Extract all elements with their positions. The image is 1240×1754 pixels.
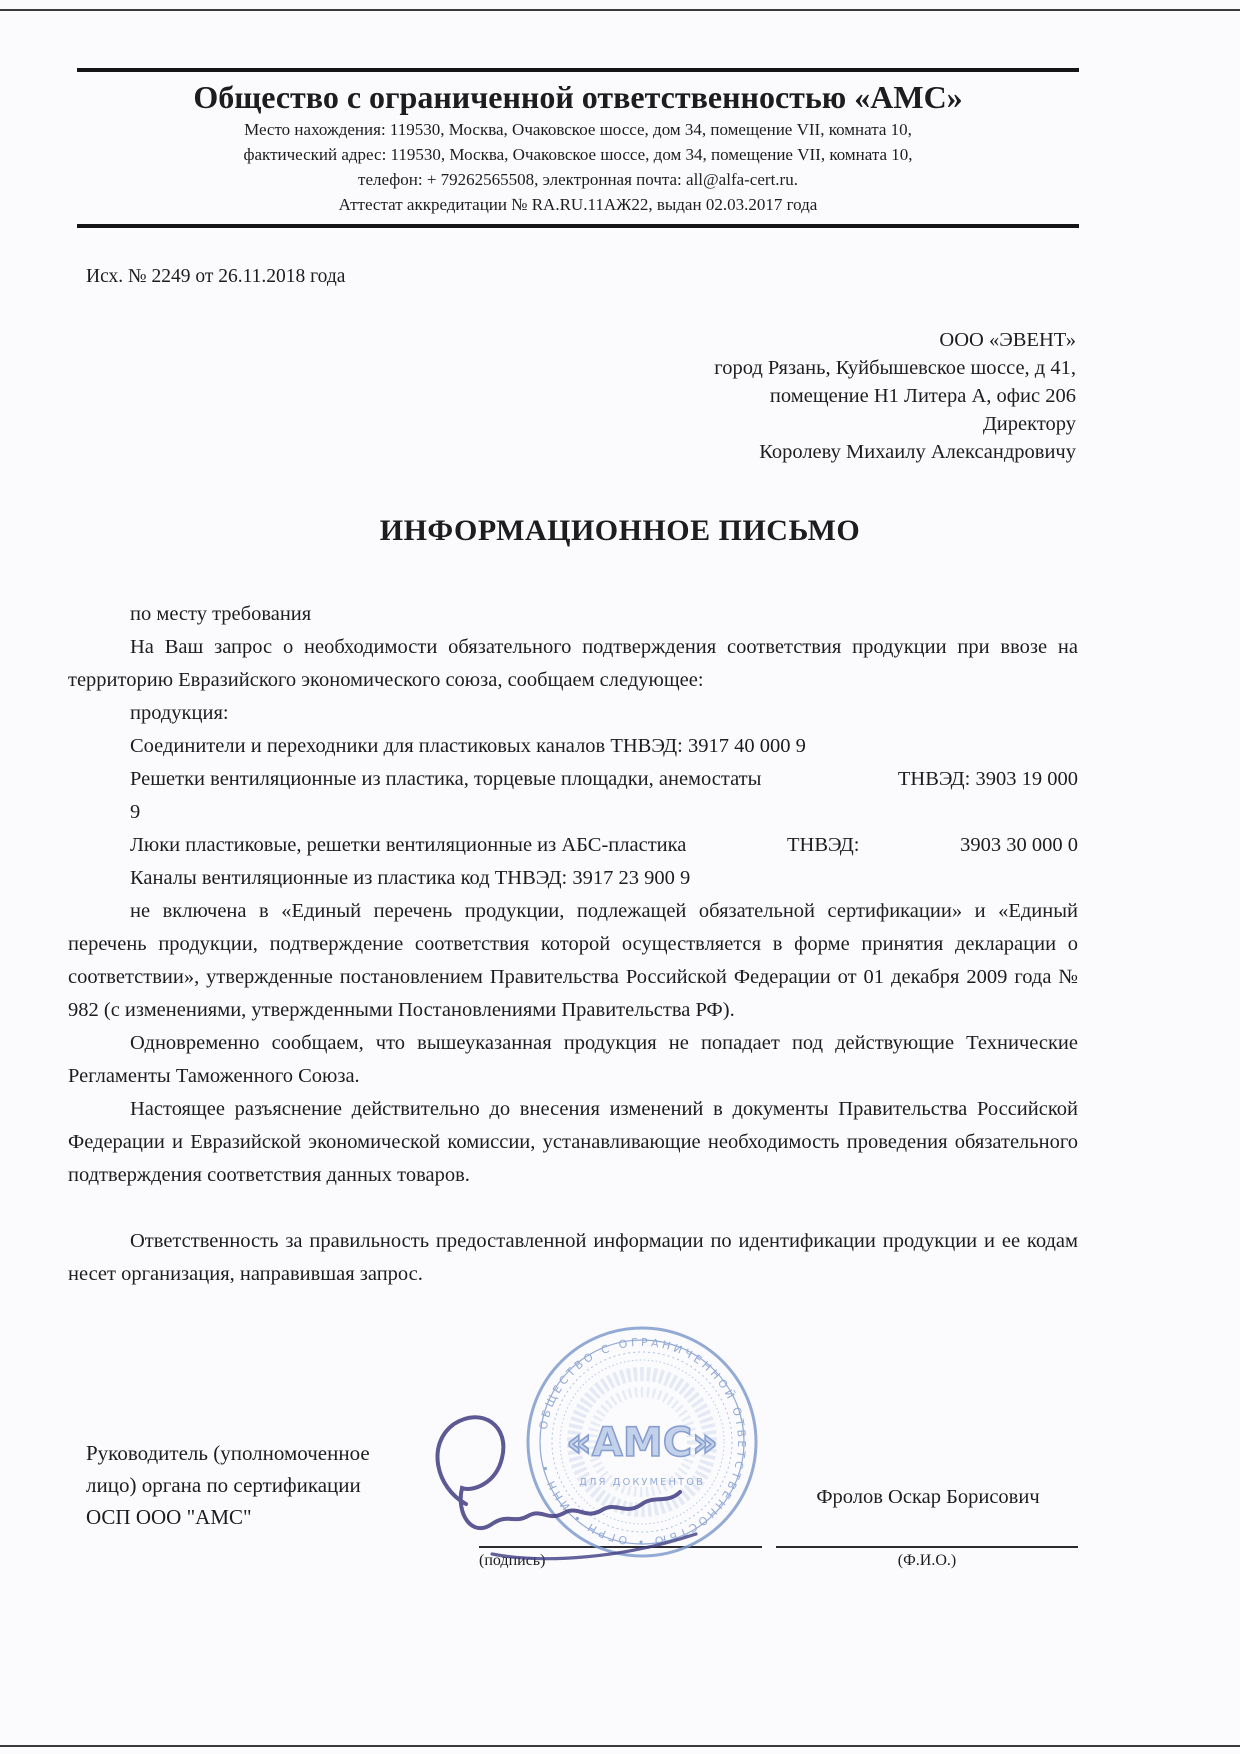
- letterhead-line-location: Место нахождения: 119530, Москва, Очаковское шоссе, дом 34, помещение VII, комната 10,: [244, 120, 912, 139]
- recipient-block: [714, 326, 1076, 466]
- tnved-label: ТНВЭД:: [787, 834, 860, 856]
- signature-caption: (подпись): [479, 1552, 546, 1569]
- tnved-label: ТНВЭД:: [897, 768, 971, 790]
- fio-caption: (Ф.И.О.): [897, 1552, 957, 1569]
- tnved-code-wrap: 9: [130, 801, 141, 823]
- letterhead-line-contacts: телефон: + 79262565508, электронная почта: all@alfa-cert.ru.: [358, 170, 798, 189]
- stamp-sub-text: ДЛЯ ДОКУМЕНТОВ: [579, 1477, 705, 1488]
- fio-line: [776, 1546, 1078, 1548]
- letterhead-line-address: фактический адрес: 119530, Москва, Очаковское шоссе, дом 34, помещение VII, комната 10,: [243, 145, 913, 164]
- product-name: Люки пластиковые, решетки вентиляционные из АБС-пластика: [130, 834, 687, 856]
- products-label: продукция:: [130, 702, 229, 724]
- product-name: Соединители и переходники для пластиковых каналов: [130, 735, 606, 757]
- handwritten-signature: [414, 1396, 724, 1576]
- recipient-address-line1: город Рязань, Куйбышевское шоссе, д 41,: [714, 357, 1076, 379]
- recipient-person: Королеву Михаилу Александровичу: [759, 441, 1076, 463]
- scan-edge-bottom: [0, 1745, 1240, 1747]
- tnved-label: ТНВЭД:: [494, 867, 568, 889]
- paragraph-not-included: не включена в «Единый перечень продукции, подлежащей обязательной сертификации» и «Единый перечень продукции, подтверждение соответствия которой осуществляется в форме принятия декларации о соответствии», утвержденные постановлением Правительства Российской Федерации от 01 декабря 2009 года № 982 (с изменениями, утвержденными Постановлениями Правительства РФ).: [68, 900, 1078, 1021]
- letterhead-rule-top: [77, 68, 1079, 72]
- paragraph-responsibility: Ответственность за правильность предоставленной информации по идентификации продукции и ее кодам несет организация, направившая запрос.: [68, 1230, 1078, 1285]
- tnved-code: 3903 19 000: [975, 768, 1078, 790]
- paragraph-validity: Настоящее разъяснение действительно до внесения изменений в документы Правительства Российской Федерации и Евразийской экономической комиссии, устанавливающие необходимость проведения обязательного подтверждения соответствия данных товаров.: [68, 1098, 1078, 1186]
- recipient-position: Директору: [982, 413, 1076, 435]
- paragraph-simultaneously: Одновременно сообщаем, что вышеуказанная продукция не попадает под действующие Технические Регламенты Таможенного Союза.: [68, 1032, 1078, 1087]
- tnved-code: 3903 30 000 0: [960, 834, 1078, 856]
- product-name: Каналы вентиляционные из пластика код: [130, 867, 490, 889]
- signatory-title: [86, 1437, 466, 1533]
- recipient-address-line2: помещение Н1 Литера А, офис 206: [769, 385, 1076, 407]
- fio-name: Фролов Оскар Борисович: [816, 1486, 1040, 1508]
- org-title: Общество с ограниченной ответственностью «АМС»: [193, 79, 963, 115]
- letterhead: [77, 68, 1079, 228]
- stamp-ring-text: ОБЩЕСТВО С ОГРАНИЧЕННОЙ ОТВЕТСТВЕННОСТЬЮ • ОГРН • ИНН •: [536, 1335, 749, 1549]
- signatory-title-line1: Руководитель (уполномоченное: [86, 1441, 370, 1465]
- letterhead-line-accreditation: Аттестат аккредитации № RA.RU.11АЖ22, выдан 02.03.2017 года: [338, 195, 818, 214]
- signatory-title-line3: ОСП ООО "АМС": [86, 1505, 252, 1529]
- signatory-title-line2: лицо) органа по сертификации: [86, 1473, 361, 1497]
- requisition-line: по месту требования: [130, 603, 312, 625]
- letter-title: ИНФОРМАЦИОННОЕ ПИСЬМО: [379, 514, 861, 547]
- recipient-company: ООО «ЭВЕНТ»: [939, 329, 1076, 351]
- product-line-2: [68, 763, 1078, 796]
- letter-body: [68, 598, 1078, 1291]
- product-name: Решетки вентиляционные из пластика, торцевые площадки, анемостаты: [130, 768, 762, 790]
- product-line-4: [68, 862, 1078, 895]
- outgoing-number: Исх. № 2249 от 26.11.2018 года: [86, 266, 346, 287]
- product-line-1: [68, 730, 1078, 763]
- product-line-3: [68, 829, 1078, 862]
- scan-edge-top: [0, 9, 1240, 11]
- stamp-center-text: «АМС»: [566, 1420, 718, 1466]
- tnved-label: ТНВЭД:: [610, 735, 683, 757]
- intro-paragraph: На Ваш запрос о необходимости обязательного подтверждения соответствия продукции при ввозе на территорию Евразийского экономического союза, сообщаем следующее:: [68, 636, 1078, 691]
- tnved-code: 3917 23 900 9: [572, 867, 691, 889]
- letterhead-rule-bottom: [77, 224, 1079, 228]
- tnved-code: 3917 40 000 9: [687, 735, 806, 757]
